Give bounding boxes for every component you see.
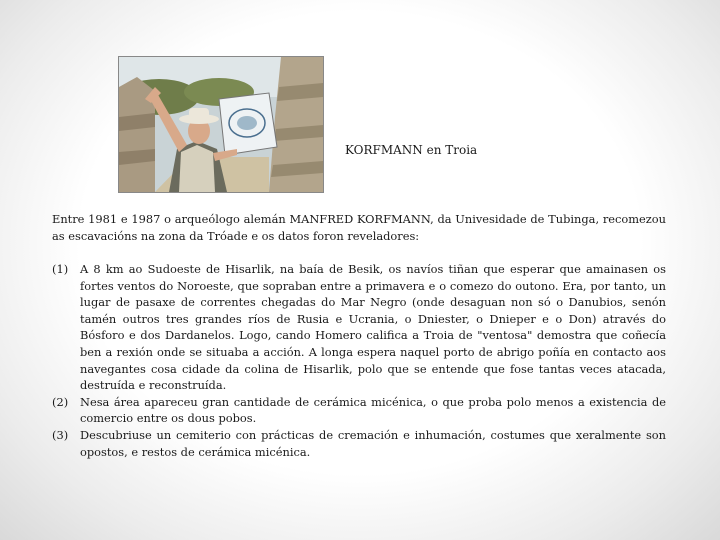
korfmann-photo: [118, 56, 324, 193]
list-item-text: Nesa área apareceu gran cantidade de cerámica micénica, o que proba polo menos a existencia de comercio entre os dous pobos.: [80, 394, 666, 426]
list-item: [52, 394, 666, 427]
list-item-text: Descubriuse un cemiterio con prácticas de cremación e inhumación, costumes que xeralmente son opostos, e restos de cerámica micénica.: [80, 427, 666, 459]
intro-paragraph: Entre 1981 e 1987 o arqueólogo alemán MANFRED KORFMANN, da Univesidade de Tubinga, recomezou as escavacións na zona da Tróade e os datos foron reveladores:: [52, 212, 666, 243]
list-item: [52, 261, 666, 394]
list-item-number: (1): [52, 262, 69, 276]
photo-caption: KORFMANN en Troia: [345, 143, 478, 157]
list-item-number: (3): [52, 427, 69, 442]
numbered-list: [52, 261, 666, 460]
list-item-number: (2): [52, 394, 69, 409]
list-item: [52, 427, 666, 460]
list-item-text: A 8 km ao Sudoeste de Hisarlik, na baía de Besik, os navíos tiñan que esperar que amainasen os fortes ventos do Noroeste, que sopraban entre a primavera e o comezo do outono. Era, por tanto, un lugar de pasaxe de correntes chegadas do Mar Negro (onde desaguan non só o Danubios, senón tamén outros tres grandes ríos de Rusia e Ucrania, o Dniester, o Dnieper e o Don) através do Bósforo e dos Dardanelos. Logo, cando Homero califica a Troia de "ventosa" demostra que coñecía ben a rexión onde se situaba a acción. A longa espera naquel porto de abrigo poñía en contacto aos navegantes cosa cidade da colina de Hisarlik, polo que se entende que fose tantas veces atacada, destruída e reconstruída.: [80, 262, 666, 393]
